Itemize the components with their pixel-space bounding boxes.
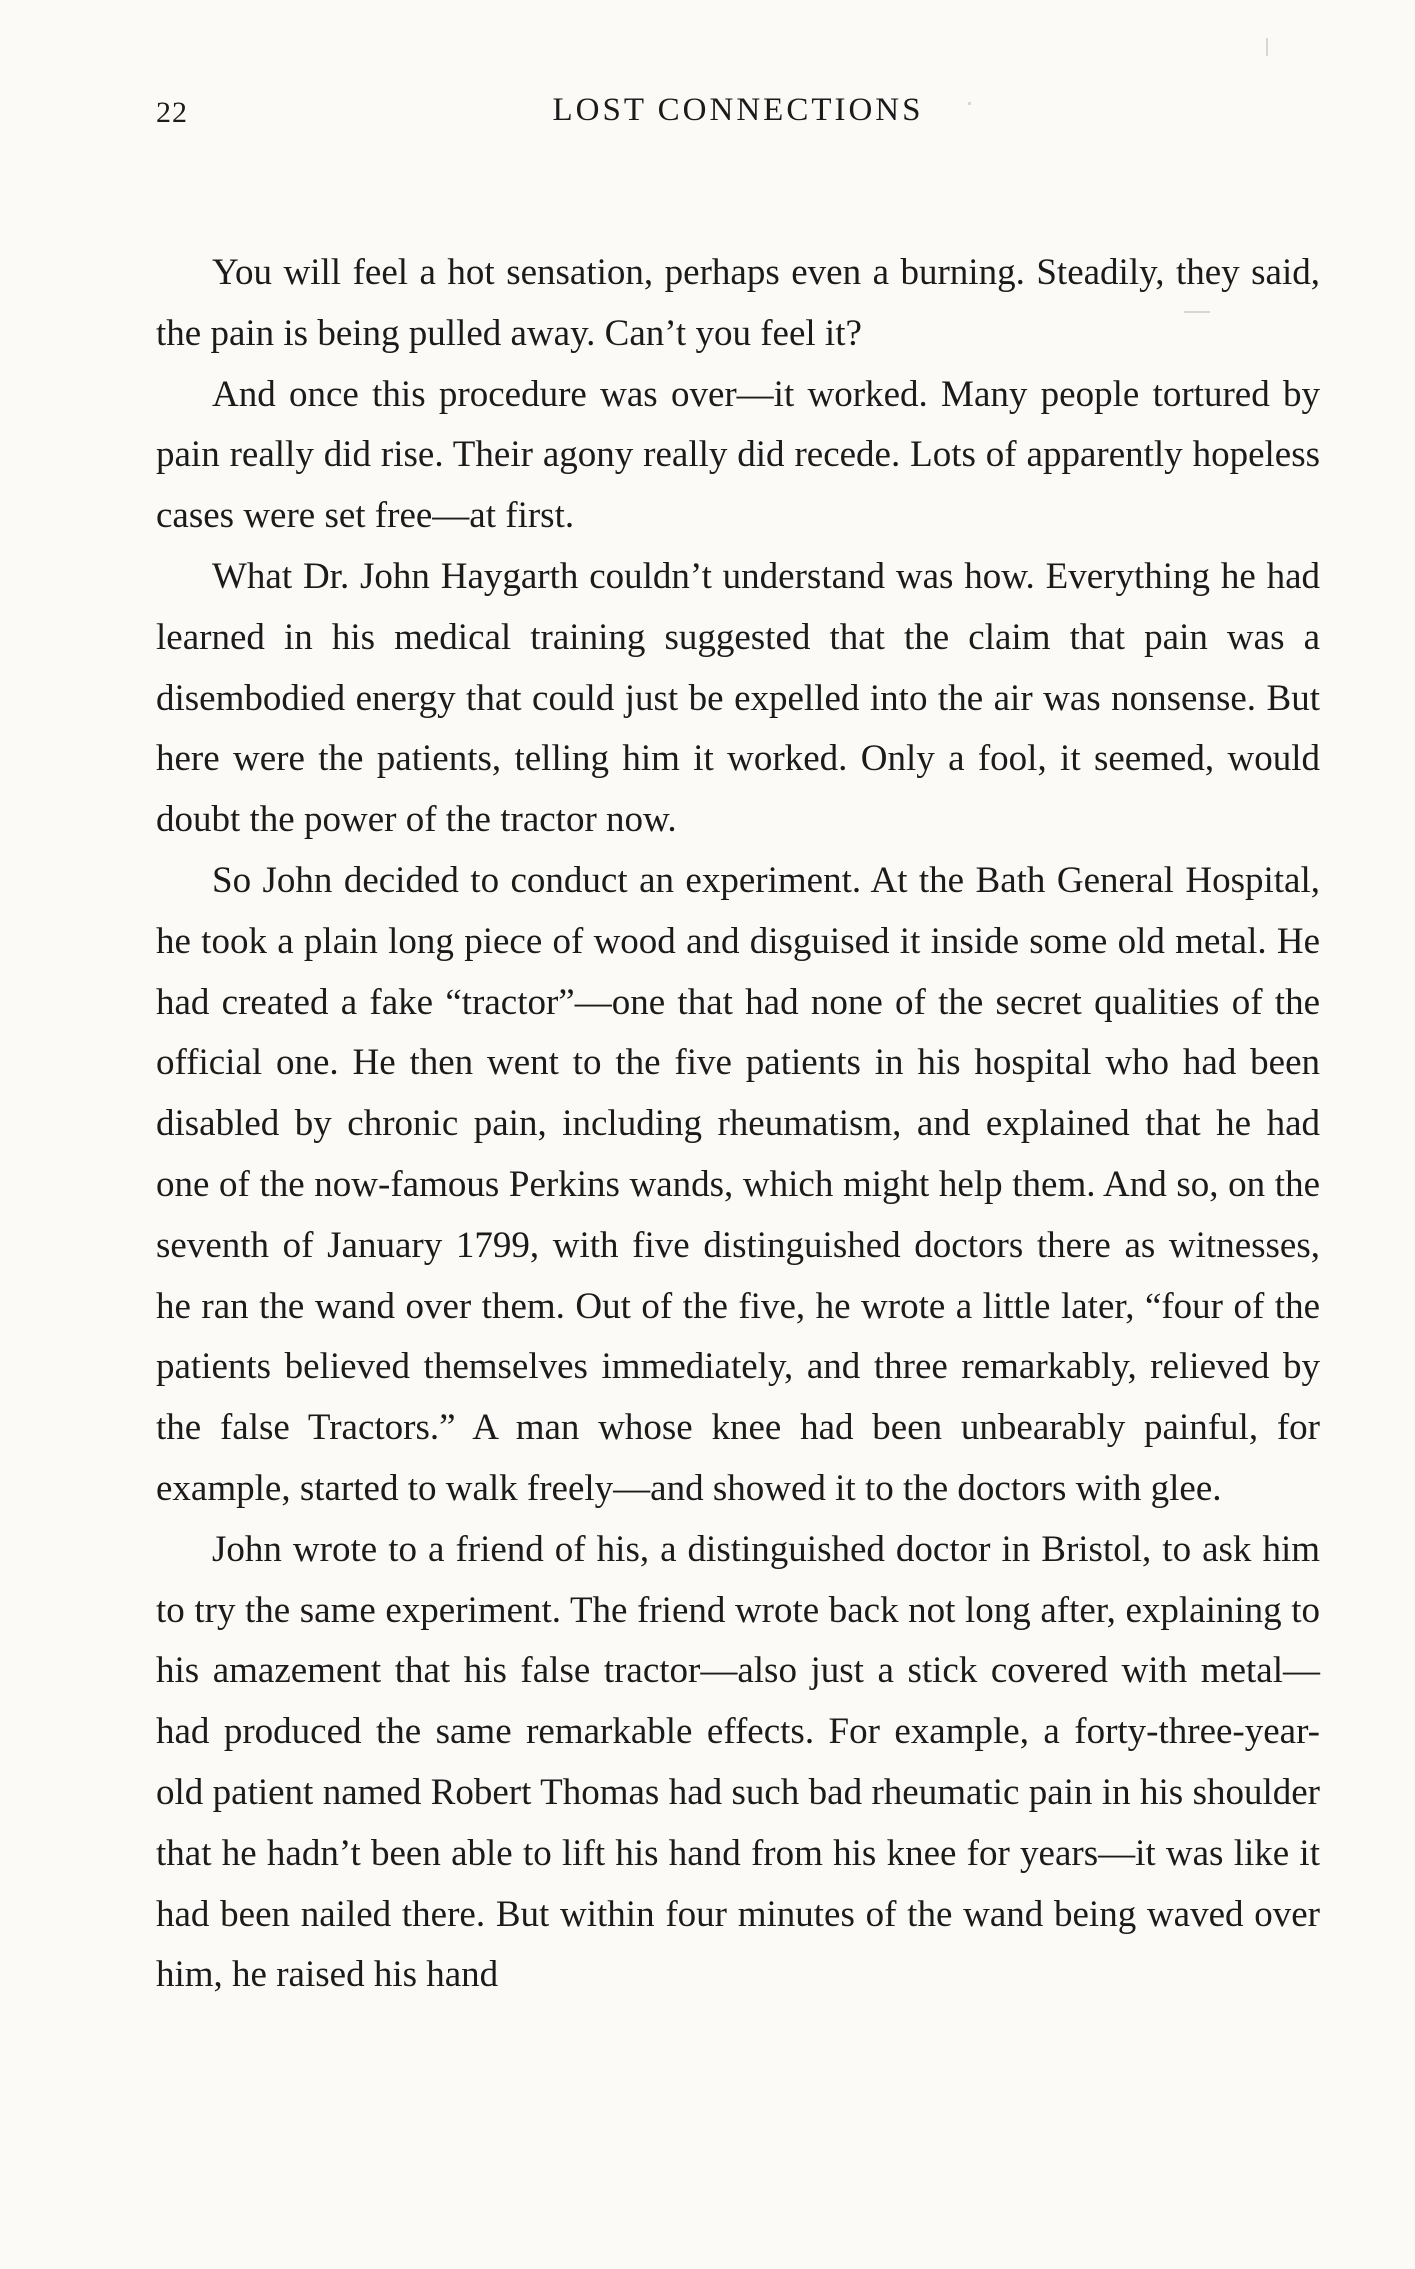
paragraph: John wrote to a friend of his, a distinguished doctor in Bristol, to ask him to try the same experiment. The friend wrote back not long after, explaining to his amazement that his false tractor—also just a stick covered with metal—had produced the same remarkable effects. For example, a forty-three-year-old patient named Robert Thomas had such bad rheumatic pain in his shoulder that he hadn’t been able to lift his hand from his knee for years—it was like it had been nailed there. But within four minutes of the wand being waved over him, he raised his hand xyxy=(156,1528,1320,1996)
body-text xyxy=(156,243,1320,2006)
running-head: LOST CONNECTIONS xyxy=(552,92,924,128)
scan-speck xyxy=(1266,38,1268,56)
page-header xyxy=(156,92,1320,142)
paragraph: You will feel a hot sensation, perhaps even a burning. Steadily, they said, the pain is being pulled away. Can’t you feel it? xyxy=(156,252,1320,354)
paragraph: What Dr. John Haygarth couldn’t understand was how. Everything he had learned in his medical training suggested that the claim that pain was a disembodied energy that could just be expelled into the air was nonsense. But here were the patients, telling him it worked. Only a fool, it seemed, would doubt the power of the tractor now. xyxy=(156,555,1320,841)
paragraph: So John decided to conduct an experiment. At the Bath General Hospital, he took a plain long piece of wood and disguised it inside some old metal. He had created a fake “tractor”—one that had none of the secret qualities of the official one. He then went to the five patients in his hospital who had been disabled by chronic pain, including rheumatism, and explained that he had one of the now-famous Perkins wands, which might help them. And so, on the seventh of January 1799, with five distinguished doctors there as witnesses, he ran the wand over them. Out of the five, he wrote a little later, “four of the patients believed themselves immediately, and three remarkably, relieved by the false Tractors.” A man whose knee had been unbearably painful, for example, started to walk freely—and showed it to the doctors with glee. xyxy=(156,859,1320,1509)
paragraph: And once this procedure was over—it worked. Many people tortured by pain really did rise. Their agony really did recede. Lots of apparently hopeless cases were set free—at first. xyxy=(156,373,1320,537)
page-number: 22 xyxy=(156,96,188,129)
